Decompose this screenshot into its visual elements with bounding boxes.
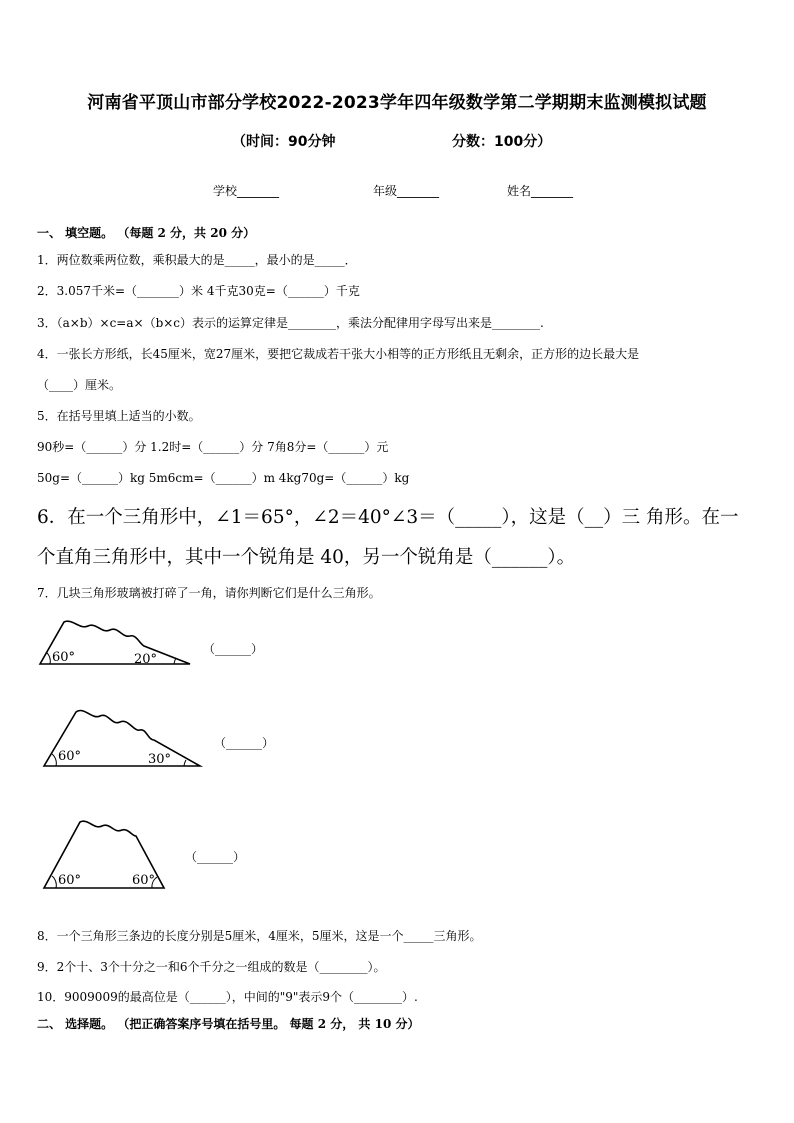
question-4-line-1: 4．一张长方形纸，长45厘米，宽27厘米，要把它裁成若干张大小相等的正方形纸且无剩余，正方形的边长最大是 [37,347,640,361]
triangle-2-right-angle: 30° [148,752,172,767]
question-3: 3．（a×b）×c=a×（b×c）表示的运算定律是________，乘法分配律用字母写出来是________. [37,316,544,330]
broken-triangle-3 [40,816,168,892]
question-9: 9．2个十、3个十分之一和6个千分之一组成的数是（________）。 [37,960,386,974]
broken-triangle-2 [40,704,205,770]
question-7: 7．几块三角形玻璃被打碎了一角，请你判断它们是什么三角形。 [37,586,381,600]
triangle-2-left-angle: 60° [58,749,82,764]
triangle-3-right-angle: 60° [132,873,156,888]
question-5-line-2: 90秒=（______）分 1.2时=（______）分 7角8分=（______）元 [37,440,389,454]
question-5-line-3: 50g=（______）kg 5m6cm=（______）m 4kg70g=（______）kg [37,471,410,485]
section-2-heading: 二、 选择题。 （把正确答案序号填在括号里。 每题 2 分， 共 10 分） [37,1017,420,1031]
triangle-2-answer: （______） [214,736,275,750]
question-2: 2．3.057千米=（_______）米 4千克30克=（______）千克 [37,284,360,298]
question-8: 8．一个三角形三条边的长度分别是5厘米，4厘米，5厘米，这是一个_____三角形。 [37,929,482,943]
school-field: 学校_______ [213,184,280,198]
triangle-3-answer: （______） [185,850,246,864]
triangle-1-right-angle: 20° [134,652,158,667]
triangle-1-left-angle: 60° [52,650,76,665]
question-6-line-1: 6．在一个三角形中，∠1＝65°，∠2＝40°∠3＝（_____），这是（__）三 角形。在一 [37,507,739,528]
grade-field: 年级_______ [373,184,440,198]
triangle-1-answer: （______） [203,642,264,656]
page-title: 河南省平顶山市部分学校2022-2023学年四年级数学第二学期期末监测模拟试题 [87,93,707,113]
exam-time: （时间：90分钟 [232,134,336,150]
question-6-line-2: 个直角三角形中，其中一个锐角是 40，另一个锐角是（______）。 [37,547,576,568]
name-field: 姓名_______ [507,184,574,198]
exam-score: 分数：100分） [452,134,552,150]
question-4-line-2: （____）厘米。 [37,378,122,392]
triangle-3-left-angle: 60° [58,873,82,888]
question-5-line-1: 5．在括号里填上适当的小数。 [37,409,201,423]
question-10: 10．9009009的最高位是（______），中间的"9"表示9个（________）. [37,990,418,1004]
question-1: 1．两位数乘两位数，乘积最大的是_____，最小的是_____． [37,253,357,267]
section-1-heading: 一、 填空题。 （每题 2 分，共 20 分） [37,226,256,240]
broken-triangle-1 [36,616,196,668]
